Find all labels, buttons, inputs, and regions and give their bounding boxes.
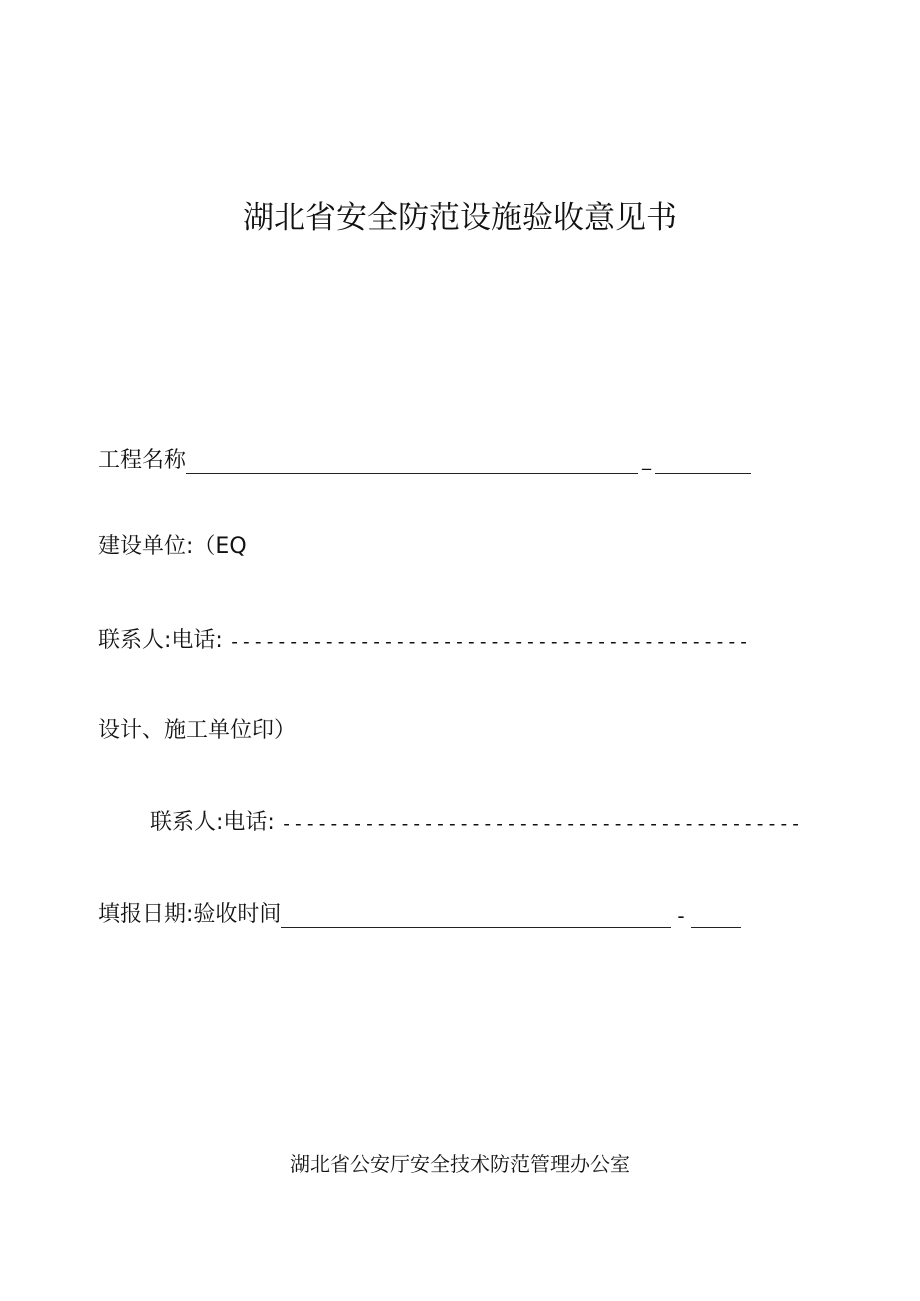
document-title: 湖北省安全防范设施验收意见书: [243, 200, 677, 236]
project-name-blank: [186, 449, 638, 474]
builder-row: [98, 526, 247, 560]
project-name-label: 工程名称: [98, 448, 187, 473]
design-row: [98, 710, 296, 744]
builder-label: 建设单位:（EQ: [98, 534, 247, 559]
contact2-row: [150, 802, 806, 836]
project-name-blank-2: [655, 449, 751, 474]
project-name-row: [98, 440, 751, 474]
date-label: 填报日期:验收时间: [98, 902, 282, 927]
contact1-label: 联系人:电话:: [98, 628, 223, 653]
contact1-dashes: --------------------------------------------: [228, 631, 750, 653]
design-label: 设计、施工单位印）: [98, 718, 297, 743]
project-name-blank-mark: _: [642, 450, 652, 471]
date-blank-2: [691, 903, 741, 928]
date-blank: [281, 903, 671, 928]
contact1-row: [98, 620, 754, 654]
date-row: [98, 894, 741, 928]
contact2-dashes: --------------------------------------------: [280, 813, 802, 835]
issuer-footer: 湖北省公安厅安全技术防范管理办公室: [290, 1152, 630, 1176]
contact2-label: 联系人:电话:: [150, 810, 275, 835]
date-separator: -: [677, 904, 685, 928]
